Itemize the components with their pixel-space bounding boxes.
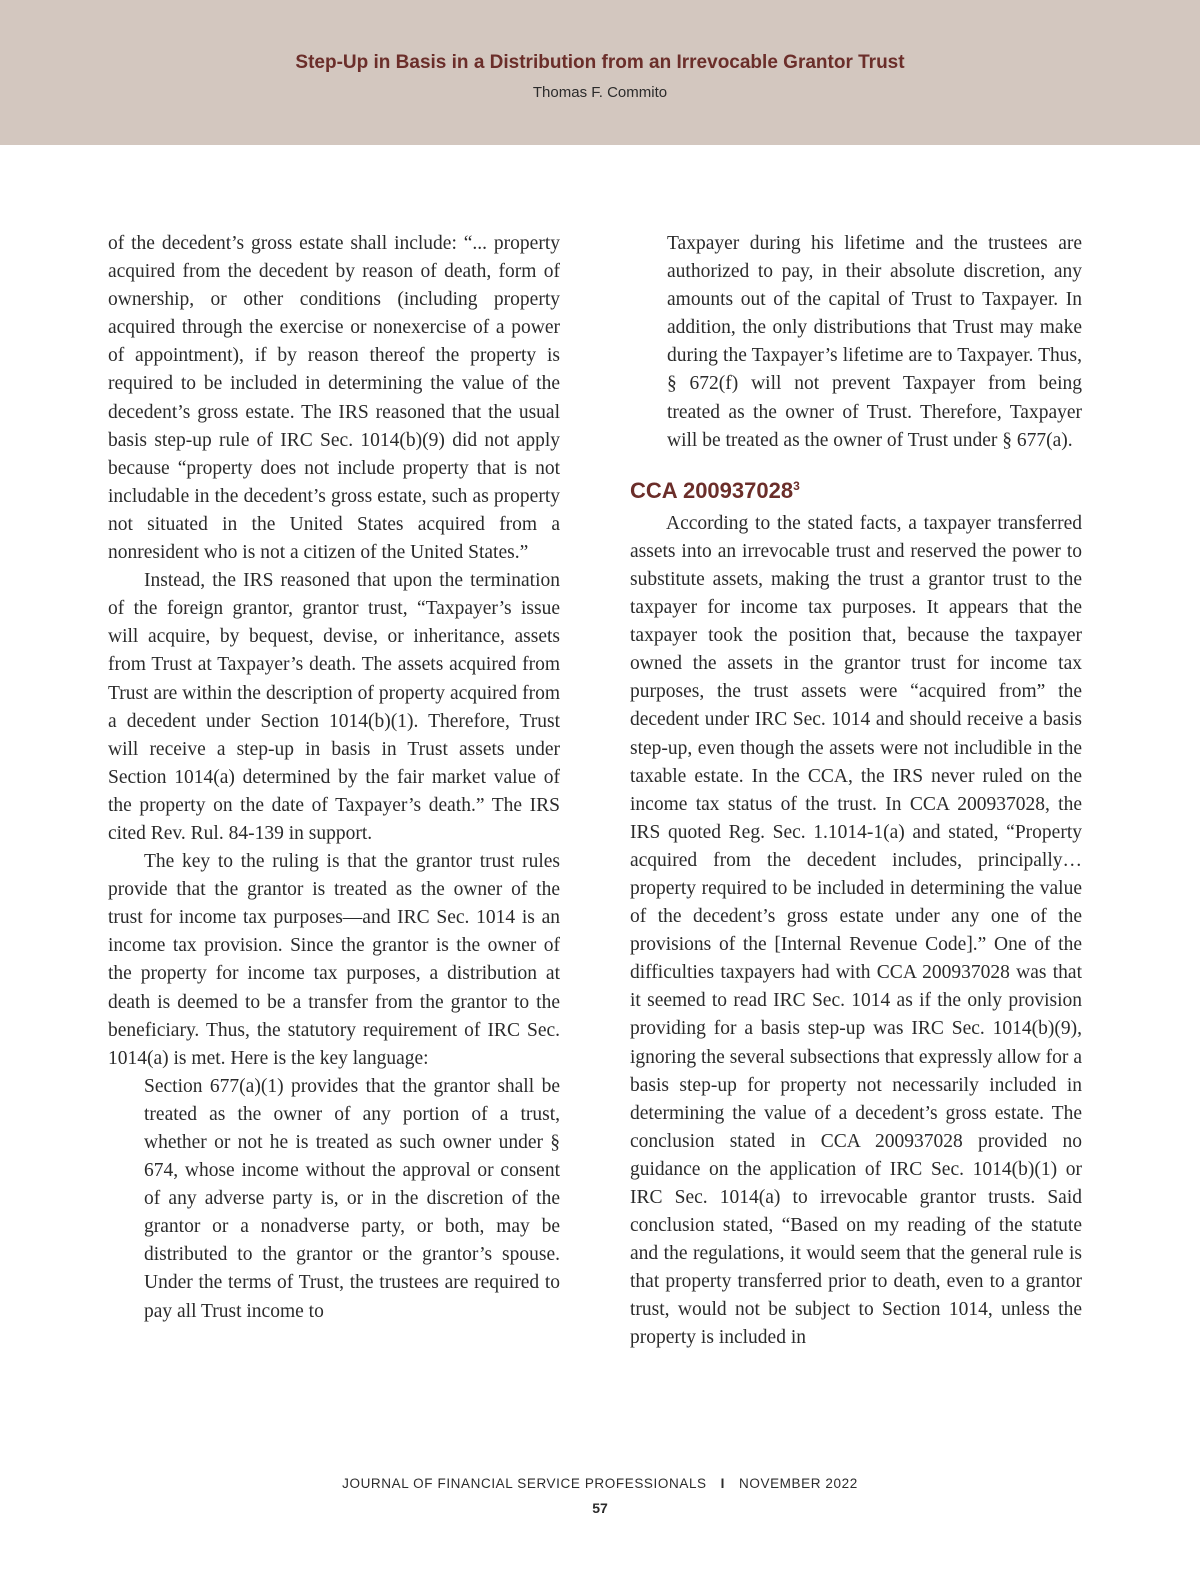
footnote-marker: 3 xyxy=(793,478,800,493)
right-paragraph-1: According to the stated facts, a taxpayer transferred assets into an irrevocable trust and reserved the power to substitute assets, making the trust a grantor trust to the taxpayer for income tax purposes. It appears that the taxpayer took the position that, because the taxpayer owned the assets in the grantor trust for income tax purposes, the trust assets were “acquired from” the decedent under IRC Sec. 1014 and should receive a basis step-up, even though the assets were not includible in the taxable estate. In the CCA, the IRS never ruled on the income tax status of the trust. In CCA 200937028, the IRS quoted Reg. Sec. 1.1014-1(a) and stated, “Property acquired from the decedent includes, principally…property required to be included in determining the value of the decedent’s gross estate under any one of the provisions of the [Internal Revenue Code].” One of the difficulties taxpayers had with CCA 200937028 was that it seemed to read IRC Sec. 1014 as if the only provision providing for a basis step-up was IRC Sec. 1014(b)(9), ignoring the several subsections that expressly allow for a basis step-up for property not necessarily included in determining the value of a decedent’s gross estate. The conclusion stated in CCA 200937028 provided no guidance on the application of IRC Sec. 1014(b)(1) or IRC Sec. 1014(a) to irrevocable grantor trusts. Said conclusion stated, “Based on my reading of the statute and the regulations, it would seem that the general rule is that property transferred prior to death, even to a grantor trust, would not be subject to Section 1014, unless the property is included in xyxy=(630,512,1082,1349)
block-quote: Section 677(a)(1) provides that the grantor shall be treated as the owner of any portion of a trust, whether or not he is treated as such owner under § 674, whose income without the approval or consent of any adverse party is, or in the discretion of the grantor or a nonadverse party, or both, may be distributed to the grantor or the grantor’s spouse. Under the terms of Trust, the trustees are required to pay all Trust income to xyxy=(144,1075,560,1322)
footer-journal-line xyxy=(0,1476,1200,1491)
footer-separator: I xyxy=(720,1476,726,1491)
left-paragraph-1: of the decedent’s gross estate shall include: “... property acquired from the decedent by reason of death, form of ownership, or other conditions (including property acquired through the exercise or nonexercise of a power of appointment), if by reason thereof the property is required to be included in determining the value of the decedent’s gross estate. The IRS reasoned that the usual basis step-up rule of IRC Sec. 1014(b)(9) did not apply because “property does not include property that is not includable in the decedent’s gross estate, such as property not situated in the United States acquired from a nonresident who is not a citizen of the United States.” xyxy=(108,233,560,564)
section-heading xyxy=(630,469,1082,508)
article-title: Step-Up in Basis in a Distribution from an Irrevocable Grantor Trust xyxy=(295,52,905,73)
left-column xyxy=(108,230,560,1326)
right-column xyxy=(630,230,1082,1353)
left-paragraph-2: Instead, the IRS reasoned that upon the termination of the foreign grantor, grantor trust, “Taxpayer’s issue will acquire, by bequest, devise, or inheritance, assets from Trust at Taxpayer’s death. The assets acquired from Trust are within the description of property acquired from a decedent under Section 1014(b)(1). Therefore, Trust will receive a step-up in basis in Trust assets under Section 1014(a) determined by the fair market value of the property on the date of Taxpayer’s death.” The IRS cited Rev. Rul. 84-139 in support. xyxy=(108,570,560,844)
issue-date: NOVEMBER 2022 xyxy=(739,1476,858,1491)
article-author: Thomas F. Commito xyxy=(532,84,668,101)
journal-name: JOURNAL OF FINANCIAL SERVICE PROFESSIONALS xyxy=(342,1476,707,1491)
running-header xyxy=(0,0,1200,145)
page-number: 57 xyxy=(592,1500,608,1516)
block-quote-continued: Taxpayer during his lifetime and the trustees are authorized to pay, in their absolute discretion, any amounts out of the capital of Trust to Taxpayer. In addition, the only distributions that Trust may make during the Taxpayer’s lifetime are to Taxpayer. Thus, § 672(f) will not prevent Taxpayer from being treated as the owner of Trust. Therefore, Taxpayer will be treated as the owner of Trust under § 677(a). xyxy=(667,233,1082,451)
left-paragraph-3: The key to the ruling is that the grantor trust rules provide that the grantor is treated as the owner of the trust for income tax purposes—and IRC Sec. 1014 is an income tax provision. Since the grantor is the owner of the property for income tax purposes, a distribution at death is deemed to be a transfer from the grantor to the beneficiary. Thus, the statutory requirement of IRC Sec. 1014(a) is met. Here is the key language: xyxy=(108,851,560,1069)
section-heading-text: CCA 200937028 xyxy=(630,477,794,503)
